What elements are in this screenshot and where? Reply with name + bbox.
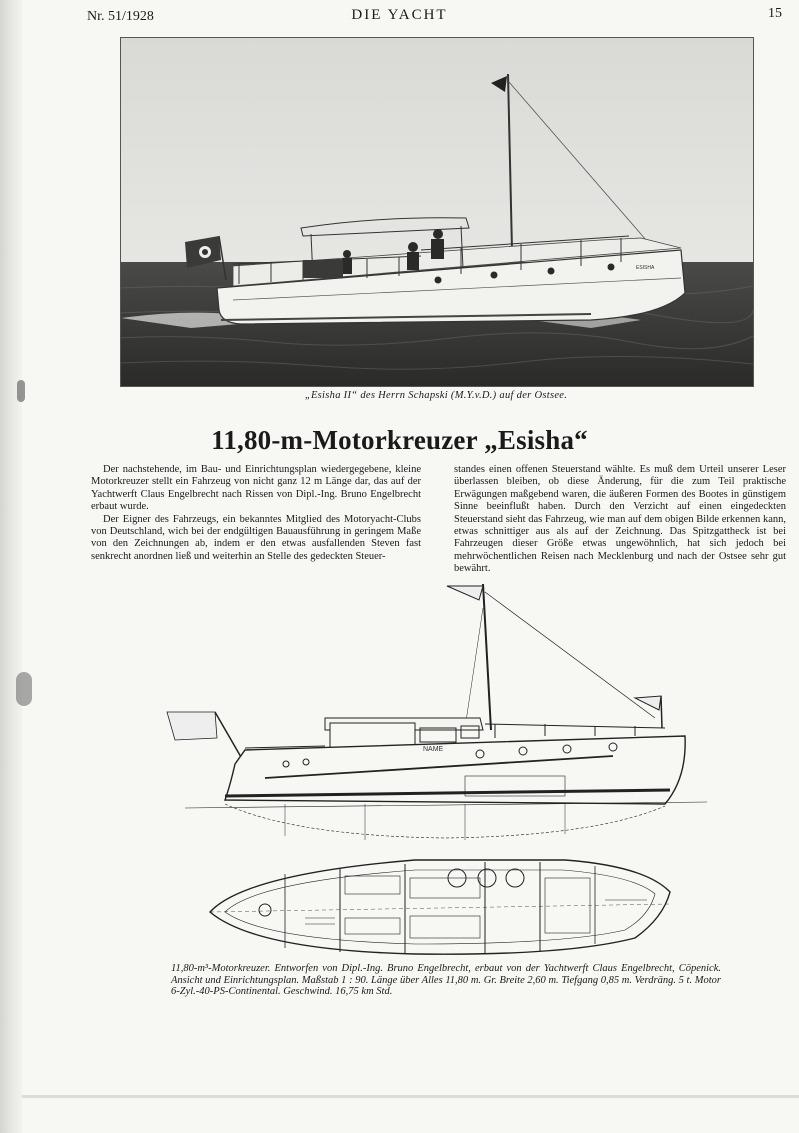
article-title: 11,80-m-Motorkreuzer „Esisha“: [211, 425, 588, 455]
hull-name-lettering: ESISHA: [636, 265, 655, 271]
article-column-left: [91, 464, 421, 563]
article-column-right: [454, 464, 786, 576]
photo-caption: „Esisha II“ des Herrn Schapski (M.Y.v.D.) auf der Ostsee.: [304, 390, 568, 401]
side-elevation: [167, 584, 707, 840]
paragraph: Der Eigner des Fahrzeugs, ein bekanntes Mitglied des Motoryacht-Clubs von Deutschland, wich bei der endgültigen Bauausführung in geringem Maße von den Zeichnungen ab, indem er den etwas ausfallenden Steven fast senkrecht anordnen ließ und weiterhin an Stelle des gedeckten Steuer-: [91, 513, 421, 562]
construction-drawing: [165, 578, 715, 963]
issue-number: Nr. 51/1928: [87, 9, 154, 24]
drawing-caption: 11,80-m³-Motorkreuzer. Entworfen von Dipl.-Ing. Bruno Engelbrecht, erbaut von der Yachtwerft Claus Engelbrecht, Cöpenick. Ansicht und Einrichtungsplan. Maßstab 1 : 90. Länge über Alles 11,80 m. Gr. Breite 2,60 m. Tiefgang 0,85 m. Verdräng. 5 t. Motor 6-Zyl.-40-PS-Continental. Geschwind. 16,75 km Std.: [171, 963, 721, 998]
hull-name-label: NAME: [423, 746, 444, 753]
yacht-photo: [120, 37, 754, 387]
paper-stain: [17, 380, 25, 402]
page-number: 15: [768, 6, 782, 21]
page-bottom-edge: [22, 1095, 799, 1098]
magazine-title: DIE YACHT: [351, 7, 448, 23]
paper-stain: [16, 672, 32, 706]
paragraph: standes einen offenen Steuerstand wählte. Es muß dem Urteil unserer Leser überlassen bleiben, ob diese Änderung, für die zum Teil praktische Erwägungen maßgebend waren, die äußeren Formen des Bootes in günstigem Sinne beeinflußt haben. Durch den Verzicht auf einen eingedeckten Steuerstand sieht das Fahrzeug, wie man auf dem obigen Bilde erkennen kann, etwas schnittiger aus als auf der Zeichnung. Das Spitzgattheck ist bei Fahrzeugen dieser Größe etwas ungewöhnlich, hat sich jedoch bei mehrwöchentlichen Reisen nach Mecklenburg und nach der Ostsee sehr gut bewährt.: [454, 464, 786, 575]
page-gutter: [0, 0, 22, 1133]
paragraph: Der nachstehende, im Bau- und Einrichtungsplan wiedergegebene, kleine Motorkreuzer stellt ein Fahrzeug von nicht ganz 12 m Länge dar, das auf der Yachtwerft Claus Engelbrecht nach Rissen von Dipl.-Ing. Bruno Engelbrecht erbaut wurde.: [91, 464, 421, 513]
plan-view: [210, 860, 670, 954]
